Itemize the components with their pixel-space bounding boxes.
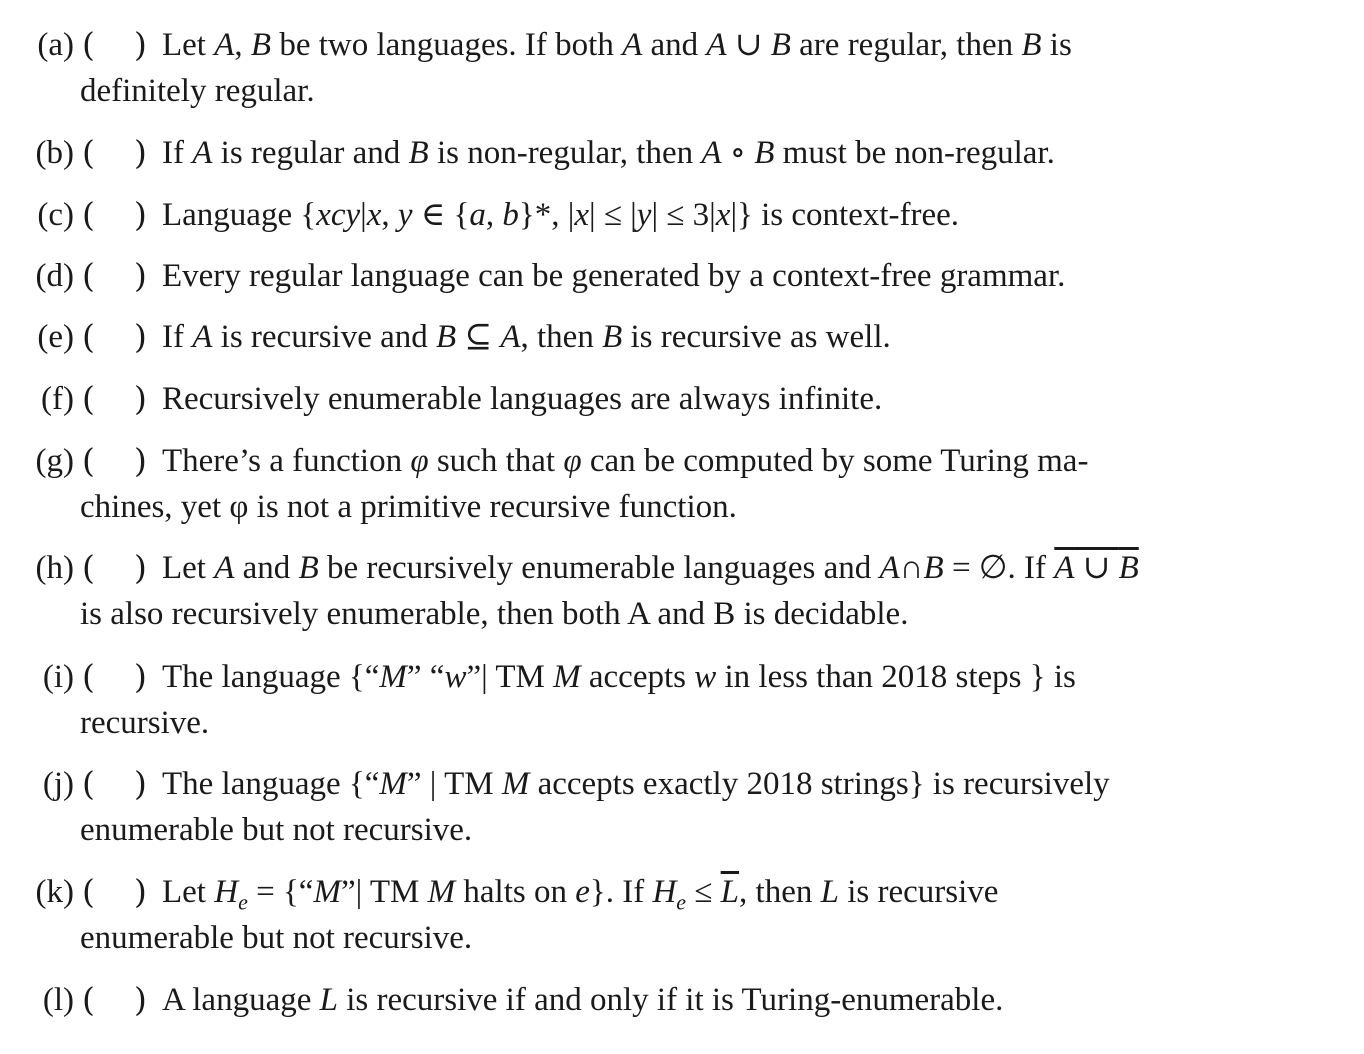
statement-a-line1: Let A, B be two languages. If both A and A ∪ B are regular, then B is	[162, 27, 1072, 63]
question-item-b: (b) ( ) If A is regular and B is non-regular, then A ∘ B must be non-regular.	[0, 130, 1364, 176]
statement-d-line1: Every regular language can be generated by a context-free grammar.	[162, 258, 1066, 294]
question-item-c: (c) ( ) Language {xcy|x, y ∈ {a, b}*, |x| ≤ |y| ≤ 3|x|} is context-free.	[0, 192, 1364, 238]
statement-b-line1: If A is regular and B is non-regular, then A ∘ B must be non-regular.	[162, 135, 1055, 171]
statement-h-line1: Let A and B be recursively enumerable languages and A∩B = ∅. If A ∪ B	[162, 550, 1139, 586]
statement-i-line1: The language {“M” “w”| TM M accepts w in less than 2018 steps } is	[162, 659, 1076, 695]
question-item-l: (l) ( ) A language L is recursive if and only if it is Turing-enumerable.	[0, 977, 1364, 1023]
statement-g-line2: chines, yet φ is not a primitive recursive function.	[80, 489, 737, 525]
statement-k-line2: enumerable but not recursive.	[80, 920, 473, 956]
statement-j-line2: enumerable but not recursive.	[80, 812, 473, 848]
statement-h-line2: is also recursively enumerable, then both A and B is decidable.	[80, 596, 909, 632]
statement-j-line1: The language {“M” | TM M accepts exactly 2018 strings} is recursively	[162, 766, 1110, 802]
statement-e-line1: If A is recursive and B ⊆ A, then B is recursive as well.	[162, 319, 891, 355]
item-label-b: (b)	[35, 135, 74, 171]
statement-a-line2: definitely regular.	[80, 73, 315, 109]
question-item-g: (g) ( ) There’s a function φ such that φ can be computed by some Turing ma- chines, yet φ is not a primitive recursive function.	[0, 438, 1364, 530]
item-label-i: (i)	[42, 659, 74, 695]
item-label-f: (f)	[41, 381, 74, 417]
item-label-l: (l)	[42, 982, 74, 1018]
statement-i-line2: recursive.	[80, 705, 210, 741]
item-label-e: (e)	[37, 319, 74, 355]
question-item-k: (k) ( ) Let $H_e$ = {“M”| TM M halts on e}. If $H_e \le \overline{L}$, then L is recursive enumerable but not recursive.	[0, 869, 1364, 961]
item-label-j: (j)	[42, 766, 74, 802]
item-label-k: (k)	[35, 874, 74, 910]
statement-k-line1: Let $H_e$ = {“M”| TM M halts on e}. If $H_e \le \overline{L}$, then L is recursive	[162, 874, 999, 915]
question-item-h: (h) ( ) Let A and B be recursively enumerable languages and A∩B = ∅. If A ∪ B is also recursively enumerable, then both A and B is decidable.	[0, 545, 1364, 637]
item-label-g: (g)	[35, 443, 74, 479]
statement-g-line1: There’s a function φ such that φ can be computed by some Turing ma-	[162, 443, 1089, 479]
question-item-i: (i) ( ) The language {“M” “w”| TM M accepts w in less than 2018 steps } is recursive.	[0, 654, 1364, 746]
question-item-d: (d) ( ) Every regular language can be generated by a context-free grammar.	[0, 253, 1364, 299]
statement-f-line1: Recursively enumerable languages are always infinite.	[162, 381, 883, 417]
item-label-a: (a)	[37, 27, 74, 63]
item-label-c: (c)	[37, 197, 74, 233]
question-item-j: (j) ( ) The language {“M” | TM M accepts exactly 2018 strings} is recursively enumerable but not recursive.	[0, 761, 1364, 853]
question-item-e: (e) ( ) If A is recursive and B ⊆ A, then B is recursive as well.	[0, 314, 1364, 360]
statement-l-line1: A language L is recursive if and only if it is Turing-enumerable.	[162, 982, 1004, 1018]
question-item-a: (a) ( ) Let A, B be two languages. If both A and A ∪ B are regular, then B is definitely regular.	[0, 22, 1364, 114]
statement-c-line1: Language {xcy|x, y ∈ {a, b}*, |x| ≤ |y| ≤ 3|x|} is context-free.	[162, 197, 960, 233]
question-item-f: (f) ( ) Recursively enumerable languages are always infinite.	[0, 376, 1364, 422]
item-label-d: (d)	[35, 258, 74, 294]
item-label-h: (h)	[35, 550, 74, 586]
